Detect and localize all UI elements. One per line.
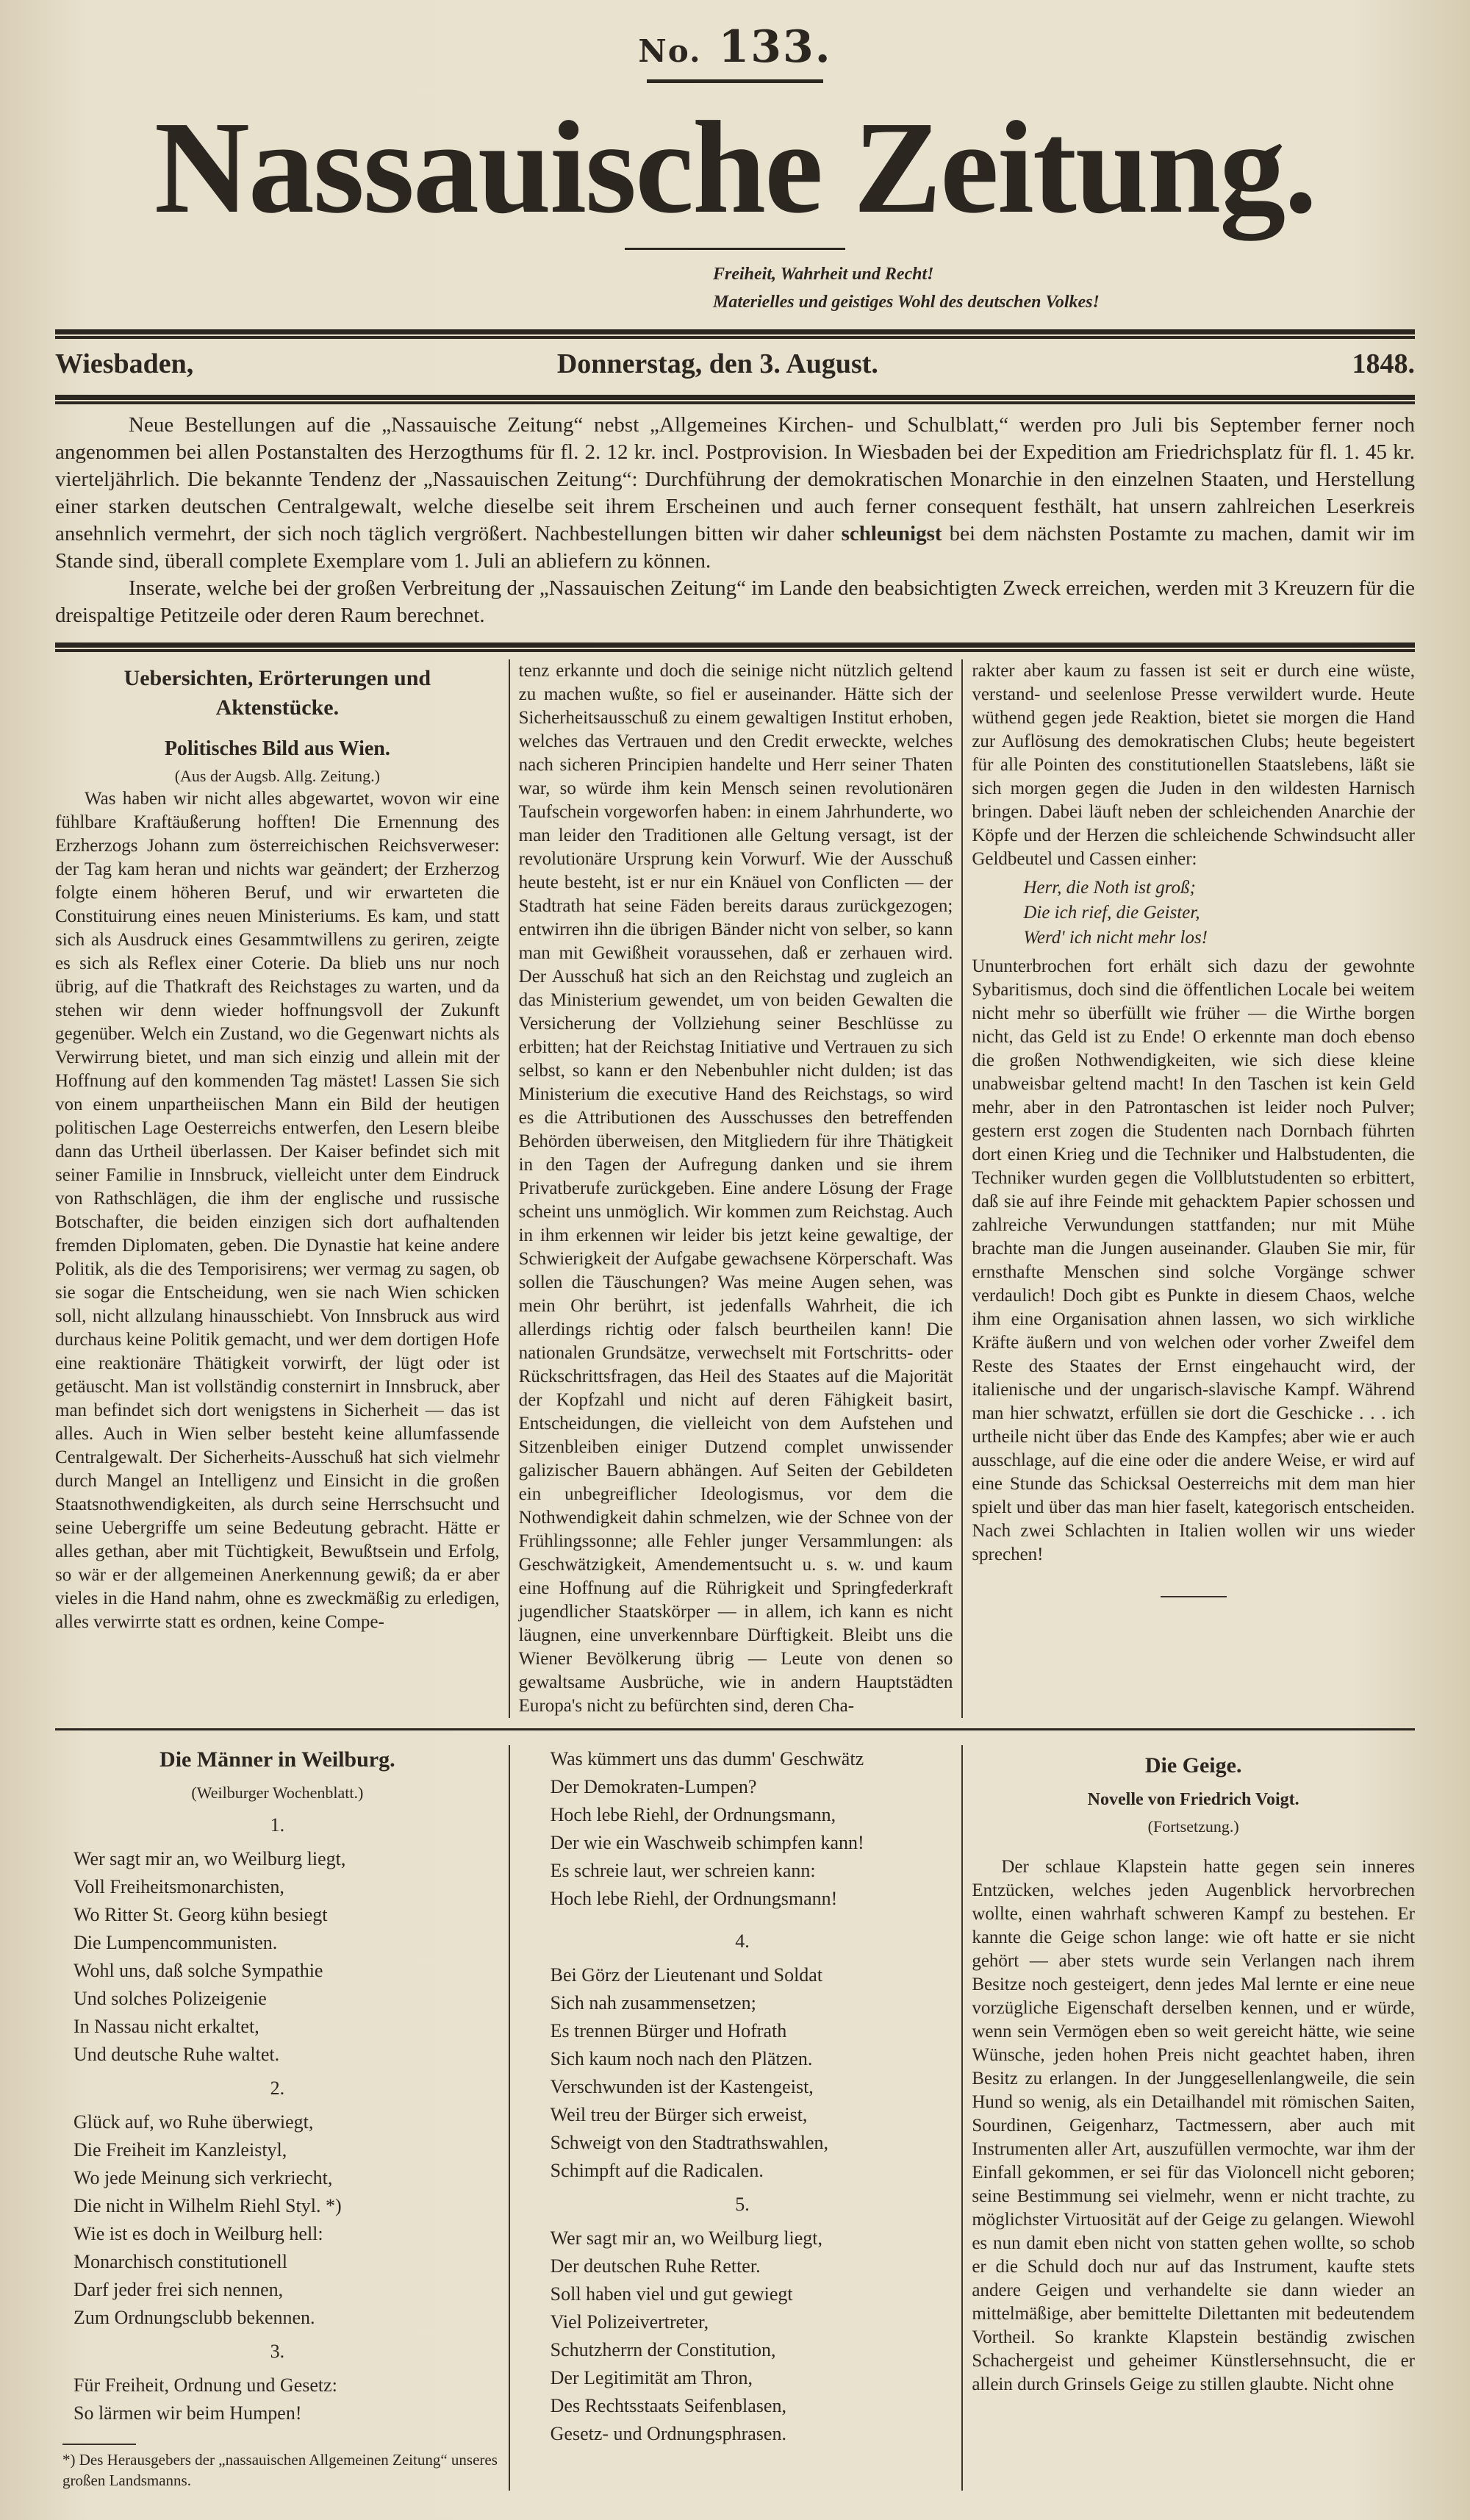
stanza-number: 3. bbox=[270, 2341, 285, 2362]
article-column-1 bbox=[55, 659, 509, 1718]
poem-line: Hoch lebe Riehl, der Ordnungsmann! bbox=[550, 1888, 838, 1909]
footnote-rule bbox=[62, 2444, 136, 2445]
poem-line: Wie ist es doch in Weilburg hell: bbox=[74, 2223, 323, 2244]
rule bbox=[55, 642, 1415, 649]
section-heading: Uebersichten, Erörterungen und Aktenstücke. bbox=[123, 666, 431, 720]
notice-paragraph: Inserate, welche bei der großen Verbreitung der „Nassauischen Zeitung“ im Lande den beabsichtigten Zweck erreichen, werden mit 3 Kreuzern für die dreispaltige Petitzeile oder deren Raum berechnet. bbox=[55, 576, 1415, 627]
article-body: Was haben wir nicht alles abgewartet, wovon wir eine fühlbare Kraftäußerung hofften! Die Ernennung des Erzherzogs Johann zum österreichischen Reichsverweser: der Tag kam heran und nichts war geändert; der Erzherzog folgte einem höheren Beruf, und wir erwarteten die Constituirung eines neuen Ministeriums. Es kam, und statt sich als Ausdruck eines Gesammtwillens zu geriren, zeigte es sich als Reflex einer Coterie. Da blieb uns nur noch übrig, auf die Thatkraft des Reichstages zu warten, und da stehen wir denn wieder hoffnungsvoll der Zukunft gegenüber. Welch ein Zustand, wo die Gegenwart nichts als Verwirrung bietet, und man sich einzig und allein mit der Hoffnung auf den kommenden Tag mästet! Lassen Sie sich von einem unpartheiischen Mann ein Bild der heutigen politischen Lage Oesterreichs entwerfen, den Lesern bleibe dann das Urtheil überlassen. Der Kaiser befindet sich mit seiner Familie in Innsbruck, vielleicht unter dem Eindruck von Rathschlägen, die ihm der englische und russische Botschafter, die beiden einzigen sich dort aufhaltenden fremden Diplomaten, geben. Die Dynastie hat keine andere Politik, als die des Temporisirens; wer vermag zu sagen, ob sie sogar die Entscheidung, wen sie nach Wien schicken soll, nicht allzulang hinausschiebt. Von Innsbruck aus wird durchaus keine Politik gemacht, und wer dem dortigen Hofe eine reaktionäre Thätigkeit vorwirft, der lügt oder ist getäuscht. Man ist vollständig consternirt in Innsbruck, aber man befindet sich dort wenigstens in Sicherheit — das ist alles. Auch in Wien selber besteht keine allumfassende Centralgewalt. Der Sicherheits-Ausschuß hat sich vielmehr durch Mangel an Intelligenz und Einsicht in die großen Staatsnothwendigkeiten, als durch seine Herrschsucht und seine Uebergriffe um seine Bedeutung gebracht. Hätte er alles gethan, aber mit Tüchtigkeit, Bewußtsein und Erfolg, so wär er der allgemeinen Anerkennung gewiß; da er aber vieles in die Hand nahm, ohne es zweckmäßig zu erledigen, alles verwirrte statt es ordnen, keine Compe- bbox=[55, 789, 500, 1632]
poem-line: Wer sagt mir an, wo Weilburg liegt, bbox=[550, 2227, 822, 2249]
stanza bbox=[532, 1927, 953, 2185]
poem-line: Darf jeder frei sich nennen, bbox=[74, 2279, 284, 2300]
poem-title: Die Männer in Weilburg. bbox=[159, 1747, 395, 1772]
masthead bbox=[55, 21, 1415, 316]
stanza-number: 4. bbox=[735, 1930, 750, 1952]
poem-line: Wer sagt mir an, wo Weilburg liegt, bbox=[74, 1848, 346, 1869]
issue-number bbox=[55, 21, 1415, 78]
poem-line: Bei Görz der Lieutenant und Soldat bbox=[550, 1964, 823, 1986]
feuilleton-body: Der schlaue Klapstein hatte gegen sein inneres Entzücken, welches jeden Augenblick hervorbrechen wollte, einen wahrhaft schweren Kampf zu bestehen. Er kannte die Geige schon lange: wie oft hatte er sie nicht gehört — aber stets wurde sein Verlangen nach ihrem Besitze noch gesteigert, denn jedes Mal lernte er eine neue vorzügliche Eigenschaft derselben kennen, und er würde, wenn sein Vermögen eben so weit gereicht hätte, wie seine Wünsche, jeden hohen Preis nicht geachtet haben, ihren Besitz zu erlangen. In der Junggesellenlangweile, die sein Hund so wenig, als ein Detailhandel mit römischen Saiten, Sourdinen, Geigenharz, Tactmessern, aber auch mit Instrumenten aller Art, auszufüllen vermochte, war ihm der Einfall gekommen, er sei für das Violoncell nicht geboren; seine Bestimmung sei vielmehr, wenn er nicht trachte, zu möglichster Virtuosität auf der Geige zu gelangen. Wiewohl es nun damit eben nicht von statten gehen wollte, so schob er die Schuld doch nur auf das Instrument, kaufte stets andere Geigen und verhandelte sie dann wieder an mittelmäßige, aber bemittelte Dilettanten mit bedeutendem Vortheil. So krankte Klapstein beständig zwischen Schachergeist und geheimer Künstlersehnsucht, die er allein durch Grinsels Geige zu stillen glaubte. Nicht ohne bbox=[972, 1857, 1415, 2394]
mottos bbox=[713, 260, 1415, 316]
poem-line: Soll haben viel und gut gewiegt bbox=[550, 2283, 793, 2305]
subscription-notice bbox=[55, 412, 1415, 629]
newspaper-title: Nassauische Zeitung. bbox=[154, 94, 1316, 240]
poem-line: Der Legitimität am Thron, bbox=[550, 2367, 753, 2388]
issue-number-value: 133. bbox=[718, 21, 832, 73]
poem-line: Es trennen Bürger und Hofrath bbox=[550, 2020, 787, 2041]
feuilleton-section bbox=[55, 1745, 1415, 2491]
poem-line: Der Demokraten-Lumpen? bbox=[550, 1776, 757, 1797]
poem-line: So lärmen wir beim Humpen! bbox=[74, 2402, 302, 2424]
poem-line: Schweigt von den Stadtrathswahlen, bbox=[550, 2132, 829, 2153]
poem-line: Die Lumpencommunisten. bbox=[74, 1932, 278, 1953]
stanza bbox=[55, 1811, 500, 2069]
poem-line: Glück auf, wo Ruhe überwiegt, bbox=[74, 2111, 314, 2133]
notice-text: bei dem nächsten Postamte zu machen, damit wir im Stande sind, überall complete Exemplare vom 1. Juli an abliefern zu können. bbox=[55, 522, 1416, 573]
poem-line: Schimpft auf die Radicalen. bbox=[550, 2160, 764, 2181]
poem-line: Für Freiheit, Ordnung und Gesetz: bbox=[74, 2374, 337, 2396]
poem-source: (Weilburger Wochenblatt.) bbox=[191, 1783, 364, 1802]
stanza bbox=[55, 2338, 500, 2427]
poem-line: In Nassau nicht erkaltet, bbox=[74, 2016, 259, 2037]
poem-stanzas bbox=[55, 1811, 500, 2427]
footnote: *) Des Herausgebers der „nassauischen Allgemeinen Zeitung“ unseres großen Landsmanns. bbox=[62, 2451, 498, 2489]
poem-line: Die Freiheit im Kanzleistyl, bbox=[74, 2139, 287, 2161]
notice-emphasis: schleunigst bbox=[841, 522, 942, 545]
dateline-date: Donnerstag, den 3. August. bbox=[556, 348, 878, 379]
article-column-3 bbox=[961, 659, 1415, 1718]
poem-line: Es schreie laut, wer schreien kann: bbox=[550, 1860, 816, 1881]
stanza-number: 2. bbox=[270, 2077, 285, 2099]
article-body: Ununterbrochen fort erhält sich dazu der gewohnte Sybaritismus, doch sind die öffentlichen Locale bei weitem nicht mehr so überfüllt wie früher — die Wirthe borgen nicht, das Geld ist zu Ende! O erkennte man doch ebenso die großen Nothwendigkeiten, wie sich diese kleine unabweisbar geltend macht! In den Taschen ist kein Geld mehr, aber in den Patrontaschen ist leider noch Pulver; gestern erst zogen die Studenten nach Dornbach führten dort einen Krieg und die Techniker und Halbstudenten, die Techniker wurden gegen die Vollblutstudenten so erbittert, daß sie auf ihre Feinde mit gehacktem Papier schossen und zahlreiche Verwundungen stattfanden; nur mit Mühe brachte man die Jungen auseinander. Glauben Sie mir, für ernsthafte Menschen sind solche Vorgänge schwer verdaulich! Doch gibt es Punkte in diesem Chaos, welche ihm eine Organisation ahnen lassen, wo sich wirkliche Kräfte äußern und von welchen oder vorher Zweifel dem Reste des Staates der Ernst eingehaucht wird, der italienische und der ungarisch-slavische Kampf. Während man hier schwatzt, erfüllen sie dort die Geschicke . . . ich urtheile nicht über das Ende des Kampfes; aber wie er auch ausschlage, auf die eine oder die andere Weise, er wird auf eine Stunde das Schicksal Oesterreichs mit dem man hier spielt und über das man hier faselt, kategorisch entscheiden. Nach zwei Schlachten in Italien wollen wir uns wieder sprechen! bbox=[972, 956, 1415, 1564]
stanza-number: 5. bbox=[735, 2194, 750, 2215]
feuilleton-subtitle: Novelle von Friedrich Voigt. bbox=[1087, 1790, 1299, 1809]
poem-line: Hoch lebe Riehl, der Ordnungsmann, bbox=[550, 1804, 836, 1825]
poem-line: Sich nah zusammensetzen; bbox=[550, 1992, 756, 2014]
motto-1: Freiheit, Wahrheit und Recht! bbox=[713, 265, 934, 284]
stanza bbox=[55, 2075, 500, 2332]
rule bbox=[55, 395, 1415, 401]
poem-line: Schutzherrn der Constitution, bbox=[550, 2339, 776, 2360]
poem-line: Sich kaum noch nach den Plätzen. bbox=[550, 2048, 813, 2069]
verse-line: Werd' ich nicht mehr los! bbox=[1023, 928, 1208, 948]
poem-line: Wo jede Meinung sich verkriecht, bbox=[74, 2167, 333, 2188]
rule bbox=[55, 329, 1415, 336]
poem-line: Was kümmert uns das dumm' Geschwätz bbox=[550, 1748, 864, 1769]
poem-line: Monarchisch constitutionell bbox=[74, 2251, 288, 2272]
poem-line: Der deutschen Ruhe Retter. bbox=[550, 2255, 761, 2277]
article-title: Politisches Bild aus Wien. bbox=[164, 737, 390, 760]
divider bbox=[647, 79, 823, 83]
divider bbox=[625, 248, 845, 250]
dateline-place: Wiesbaden, bbox=[55, 348, 194, 379]
poem-line: Des Rechtsstaats Seifenblasen, bbox=[550, 2395, 786, 2416]
feuilleton-title: Die Geige. bbox=[1144, 1753, 1242, 1778]
article-body: tenz erkannte und doch die seinige nicht nützlich geltend zu machen wußte, so fiel er auseinander. Hätte sich der Sicherheitsausschuß zu einem gewaltigen Institut erhoben, welches das Vertrauen und den Credit erweckte, welches nach sicheren Principien handelte und Herr seiner Thaten war, so würde ihm kein Mensch seinen revolutionären Taufschein vorgeworfen haben: in einem Jahrhunderte, wo man leider den Traditionen alle Geltung versagt, ist der revolutionäre Ursprung kein Vorwurf. Wie der Ausschuß heute besteht, ist er nur ein Knäuel von Conflicten — der Stadtrath hat seine Fäden bereits daraus zurückgezogen; entwirren ihn die übrigen Bänder nicht von selber, so kann man mit Gewißheit voraussehen, daß er zerhauen wird. Der Ausschuß hat sich an den Reichstag und zugleich an das Ministerium gewendet, um von beiden Gewalten die Versicherung der Vollziehung seiner Beschlüsse zu erbitten; hat der Reichstag Initiative und Vertrauen zu sich selbst, so kann er den Nebenbuhler nicht dulden; ist das Ministerium die executive Hand des Reichstags, so wird es die Attributionen des Ausschusses den betreffenden Behörden überweisen, den Mitgliedern für ihre Thätigkeit in den Tagen der Aufregung danken und sie ihrem Privatberufe zurückgeben. Eine andere Lösung der Frage scheint uns unmöglich. Wir kommen zum Reichstag. Auch in ihm erkennen wir leider bis jetzt keine gewaltige, der Schwierigkeit der Aufgabe gewachsene Körperschaft. Was sollen die Täuschungen? Was meine Augen sehen, was mein Ohr berührt, ist jedenfalls Wahrheit, die ich allerdings richtig oder falsch beurtheilen kann! Die nationalen Grundsätze, verwechselt mit Fortschritts- oder Rückschrittsfragen, das Heil des Staates auf die Majorität der Kopfzahl und nicht auf deren Fähigkeit basirt, Entscheidungen, die vielleicht von dem Aufstehen und Sitzenbleiben einiger Dutzend complet unwissender galizischer Bauern abhängen. Auf Seiten der Gebildeten ein unbegreiflicher Ideologismus, vor dem die Nothwendigkeit dahin schmelzen, wie der Schnee von der Frühlingssonne; alle Fehler junger Versammlungen: als Geschwätzigkeit, Amendementsucht u. s. w. und kaum eine Hoffnung auf die Rührigkeit und Springfederkraft jugendlicher Staatskörper — in allem, ich kann es nicht läugnen, eine unverkennbare Dürftigkeit. Bleibt uns die Wiener Bevölkerung übrig — Leute von denen so gewaltsame Ausbrüche, wie in andern Hauptstädten Europa's nicht zu befürchten sind, deren Cha- bbox=[518, 661, 953, 1716]
motto-2: Materielles und geistiges Wohl des deutschen Volkes! bbox=[713, 293, 1100, 312]
poem-line: Und solches Polizeigenie bbox=[74, 1988, 267, 2009]
poem-line: Und deutsche Ruhe waltet. bbox=[74, 2044, 280, 2065]
section-rule bbox=[55, 1728, 1415, 1730]
poem-line: Voll Freiheitsmonarchisten, bbox=[74, 1876, 284, 1897]
poem-line: Zum Ordnungsclubb bekennen. bbox=[74, 2307, 315, 2328]
end-rule bbox=[1161, 1596, 1227, 1597]
feuilleton-column bbox=[961, 1745, 1415, 2491]
poem-line: Die nicht in Wilhelm Riehl Styl. *) bbox=[74, 2195, 342, 2216]
poem-line: Wo Ritter St. Georg kühn besiegt bbox=[74, 1904, 328, 1925]
notice-text: Neue Bestellungen auf die „Nassauische Zeitung“ nebst „Allgemeines Kirchen- und Schulblatt,“ werden pro Juli bis September ferner noch angenommen bei allen Postanstalten des Herzogthums für fl. 2. 12 kr. incl. Postprovision. In Wiesbaden bei der Expedition am Friedrichsplatz für fl. 1. 45 kr. vierteljährlich. Die bekannte Tendenz der „Nassauischen Zeitung“: Durchführung der demokratischen Monarchie in den einzelnen Staaten, und Herstellung einer starken deutschen Centralgewalt, welche dieselbe seit ihrem Erscheinen und auch ferner consequent festhält, hat unsern zahlreichen Leserkreis ansehnlich vermehrt, der sich noch täglich vergrößert. Nachbestellungen bitten wir daher bbox=[55, 413, 1415, 545]
dateline bbox=[55, 346, 1415, 382]
article-column-2 bbox=[509, 659, 962, 1718]
article-body: rakter aber kaum zu fassen ist seit er durch eine wüste, verstand- und seelenlose Presse verwildert wurde. Heute wüthend gegen jede Reaktion, bietet sie morgen die Hand zur Auflösung des demokratischen Clubs; heute begeistert für alle Pointen des constitutionellen Staatslebens, läßt sie sich morgen gegen die Juden in den wildesten Harnisch bringen. Dabei läuft neben der schleichenden Anarchie der Köpfe und der Herzen die schleichende Schwindsucht aller Geldbeutel und Cassen einher: bbox=[972, 661, 1415, 869]
stanza-number: 1. bbox=[270, 1814, 285, 1836]
poem-line: Gesetz- und Ordnungsphrasen. bbox=[550, 2423, 786, 2444]
quoted-verse bbox=[972, 876, 1415, 951]
dateline-year: 1848. bbox=[1352, 348, 1415, 379]
verse-line: Herr, die Noth ist groß; bbox=[1023, 878, 1196, 898]
article-source: (Aus der Augsb. Allg. Zeitung.) bbox=[174, 767, 380, 785]
poem-line: Viel Polizeivertreter, bbox=[550, 2311, 709, 2333]
poem-column-2 bbox=[509, 1745, 962, 2491]
poem-column-1 bbox=[55, 1745, 509, 2491]
verse-line: Die ich rief, die Geister, bbox=[1023, 903, 1200, 923]
article-section bbox=[55, 659, 1415, 1718]
poem-line: Weil treu der Bürger sich erweist, bbox=[550, 2104, 808, 2125]
feuilleton-note: (Fortsetzung.) bbox=[1147, 1817, 1239, 1836]
poem-line: Wohl uns, daß solche Sympathie bbox=[74, 1960, 323, 1981]
issue-number-prefix: No. bbox=[638, 33, 702, 69]
poem-line: Der wie ein Waschweib schimpfen kann! bbox=[550, 1832, 864, 1853]
poem-stanzas bbox=[532, 1745, 953, 2448]
notice-paragraph bbox=[55, 412, 1415, 575]
stanza bbox=[532, 2191, 953, 2448]
poem-line: Verschwunden ist der Kastengeist, bbox=[550, 2076, 814, 2097]
stanza bbox=[532, 1745, 953, 1913]
